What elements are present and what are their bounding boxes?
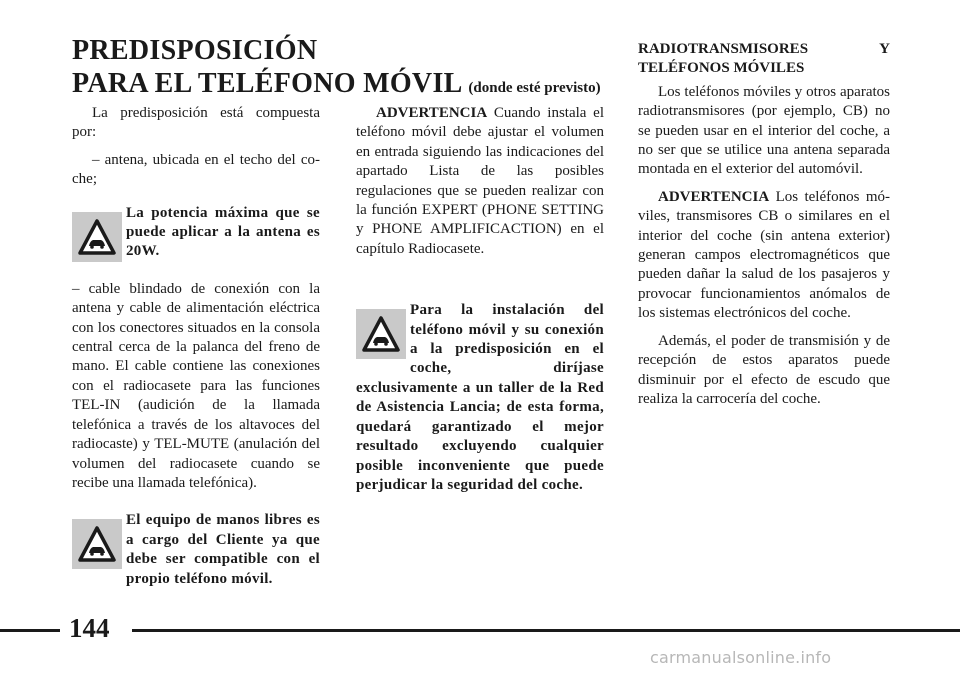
paragraph-cable: – cable blindado de conexión con la antena y cable de alimentación eléctrica con los conectores situados en la consola central cerca de la palanca del freno de mano. El cable contiene las conexiones con el radiocasete para las funciones TEL-IN (audición de la llamada telefónica a través de los altavoces del radiocaste) y TEL-MUTE (anulación del volumen del radiocasete cuando se recibe una llamada telefónica).: [72, 280, 320, 491]
footer-rule-right: [132, 629, 960, 632]
paragraph-advertencia-emf: [638, 188, 890, 324]
warning-max-power: [72, 204, 320, 262]
warning-triangle-icon: [72, 212, 122, 262]
warning-hands-free-text: El equipo de manos libres es a cargo del Cliente ya que debe ser compatible con el propio teléfono móvil.: [126, 512, 320, 587]
warning-installation: [356, 301, 604, 495]
warning-triangle-icon: [72, 519, 122, 569]
warning-hands-free: [72, 511, 320, 589]
warning-max-power-text: La potencia máxima que se puede aplicar a la antena es 20W.: [126, 204, 320, 260]
advertencia-volume-text: Cuando instala el teléfono móvil debe ajustar el volumen en entrada siguiendo las indicaciones del apartado Lista de las posibles regulaciones que se pueden realizar con la función EXPERT (PHONE SETTING y PHONE AMPLIFICACTION) en el capítulo Radiocasete.: [356, 105, 604, 257]
title-line-1: PREDISPOSICIÓN: [72, 35, 318, 66]
warning-triangle-icon: [356, 309, 406, 359]
paragraph-composition: La predisposición está compuesta por:: [72, 105, 320, 141]
section-heading-radiotransmisores: RADIOTRANSMISORES Y TELÉFONOS MÓVILES: [638, 41, 890, 77]
advertencia-emf-text: Los teléfonos móviles, transmisores CB o similares en el interior del coche (sin antena exterior) generan campos electromagnéticos que pueden dañar la salud de los pasajeros y provocar funcionamientos anómalos de los sistemas electrónicos del coche.: [638, 188, 891, 322]
page-number: 144: [69, 613, 110, 643]
footer-rule-left: [0, 629, 60, 632]
watermark: carmanualsonline.info: [650, 648, 832, 667]
paragraph-shielding: Además, el poder de transmisión y de recepción de estos aparatos puede disminuir por el efecto de escudo que realiza la carrocería del coche.: [638, 332, 890, 407]
paragraph-radiotransmitters: Los teléfonos móviles y otros aparatos radiotransmisores (por ejemplo, CB) no se pueden usar en el interior del coche, a no ser que se utilice una antena separada montada en el exterior del automóvil.: [638, 83, 890, 178]
title-line-2: PARA EL TELÉFONO MÓVIL: [72, 68, 462, 99]
paragraph-antenna: – antena, ubicada en el techo del coche;: [72, 151, 320, 188]
warning-installation-text: Para la instalación del teléfono móvil y su conexión a la predisposición en el coche, diríjase exclusivamente a un taller de la Red de Asistencia Lancia; de esta forma, quedará garantizado el mejor resultado excluyendo cualquier posible inconveniente que puede perjudicar la seguridad del coche.: [356, 302, 604, 493]
advertencia-label: ADVERTENCIA: [376, 105, 488, 121]
paragraph-advertencia-volume: [356, 104, 604, 259]
page-title: [72, 34, 601, 105]
column-3: [638, 40, 890, 417]
column-2: [356, 104, 604, 513]
advertencia-label: ADVERTENCIA: [658, 188, 770, 205]
title-subtitle: (donde esté previsto): [468, 80, 601, 96]
column-1: [72, 104, 320, 607]
